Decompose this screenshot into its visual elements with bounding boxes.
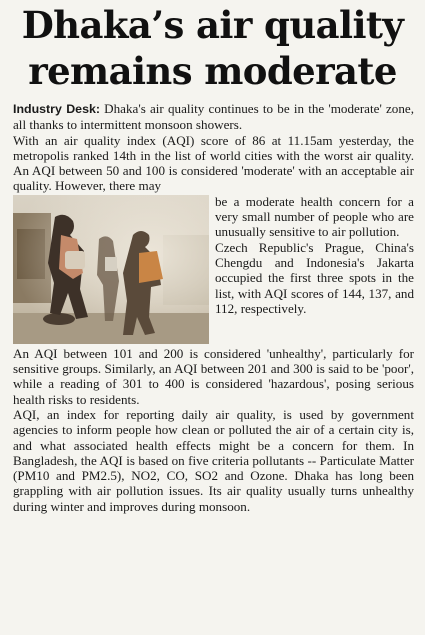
street-smog-photo: [13, 195, 209, 344]
lead-text: Dhaka's air quality continues to be in the 'moderate' zone, all thanks to intermittent monsoon showers.: [13, 101, 414, 133]
headline-line-1: Dhaka’s air quality: [21, 3, 404, 47]
paragraph-1-part-a: With an air quality index (AQI) score of 86 at 11.15am yesterday, the metropolis ranked 14th in the list of world cities with the worst air quality. An AQI between 50 and 100 is considered 'moderate' with an acceptable air quality. However, there may: [13, 132, 414, 194]
paragraph-3: [13, 346, 414, 407]
paragraph-4-text: AQI, an index for reporting daily air quality, is used by government agencies to inform people how clean or polluted the air of a certain city is, and what associated health effects might be a concern for them. In Bangladesh, the AQI is based on five criteria pollutants -- Particulate Matter (PM10 and PM2.5), NO2, CO, SO2 and Ozone. Dhaka has long been grappling with air pollution issues. Its air quality usually turns unhealthy during winter and improves during monsoon.: [13, 406, 414, 514]
paragraph-1: [13, 133, 414, 194]
lead-paragraph: [13, 101, 414, 133]
photo-wrap-block: [13, 194, 414, 316]
headline: [0, 2, 425, 94]
paragraph-4: [13, 407, 414, 514]
headline-line-2: remains moderate: [28, 49, 397, 93]
byline-label: Industry Desk:: [13, 102, 100, 116]
paragraph-3-text: An AQI between 101 and 200 is considered 'unhealthy', particularly for sensitive groups. Similarly, an AQI between 201 and 300 is said to be 'poor', while a reading of 301 to 400 is considered 'hazardous', posing serious health risks to residents.: [13, 345, 414, 407]
article-body: [13, 101, 414, 514]
paragraph-1-part-b: be a moderate health concern for a very small number of people who are unusually sensitive to air pollution.: [215, 193, 414, 240]
paragraph-2-text: Czech Republic's Prague, China's Chengdu and Indonesia's Jakarta occupied the first three spots in the list, with AQI scores of 144, 137, and 112, respectively.: [215, 239, 414, 316]
